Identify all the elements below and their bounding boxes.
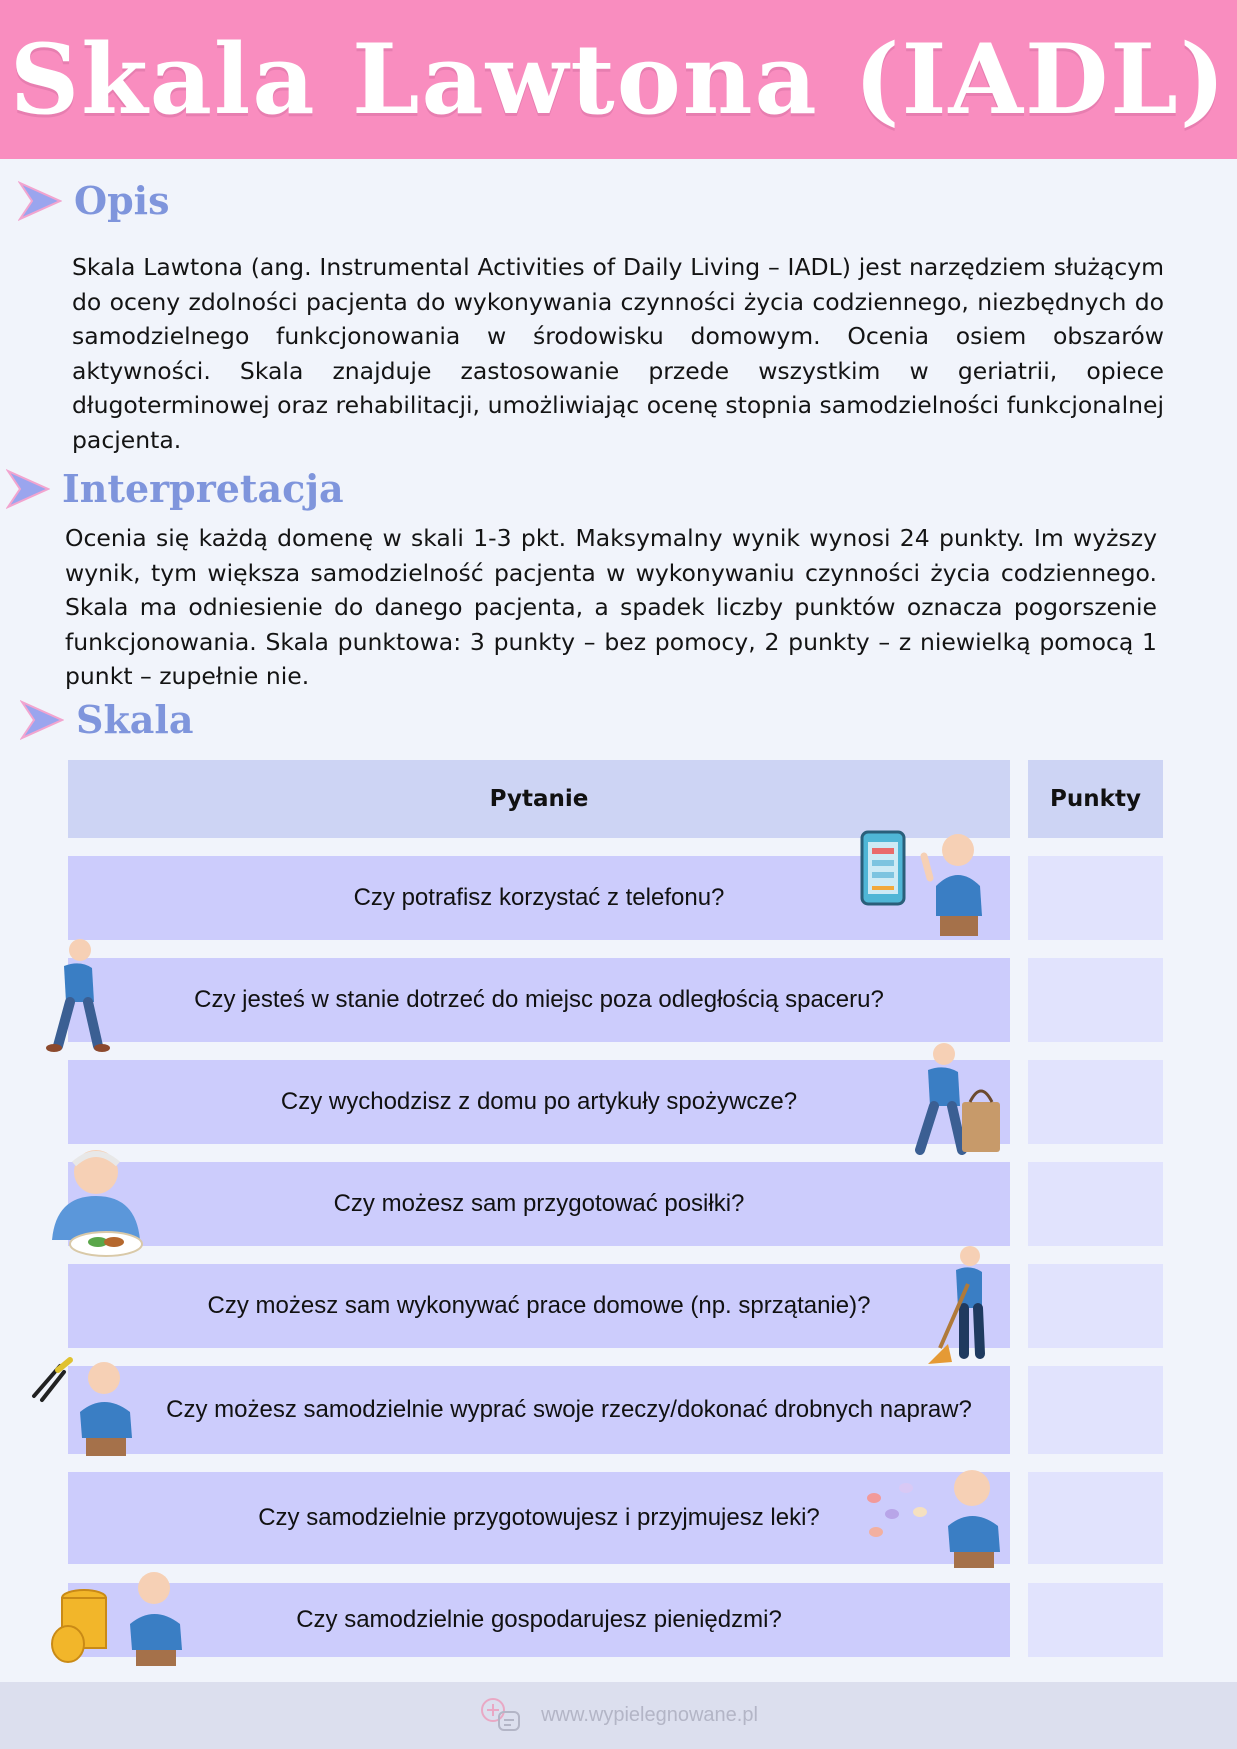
- question-row-4: Czy możesz sam przygotować posiłki?: [68, 1162, 1010, 1246]
- points-cell-8[interactable]: [1028, 1583, 1163, 1657]
- question-row-2: Czy jesteś w stanie dotrzeć do miejsc poza odległością spaceru?: [68, 958, 1010, 1042]
- phone-illustration: [858, 828, 998, 938]
- tools-man-illustration: [30, 1352, 146, 1458]
- question-row-3: Czy wychodzisz z domu po artykuły spożywcze?: [68, 1060, 1010, 1144]
- question-row-6: Czy możesz samodzielnie wyprać swoje rzeczy/dokonać drobnych napraw?: [68, 1366, 1010, 1454]
- logo-icon: [479, 1696, 523, 1736]
- points-cell-5[interactable]: [1028, 1264, 1163, 1348]
- footer-url[interactable]: www.wypielegnowane.pl: [541, 1704, 758, 1726]
- opis-text: Skala Lawtona (ang. Instrumental Activities of Daily Living – IADL) jest narzędziem służącym do oceny zdolności pacjenta do wykonywania czynności życia codziennego, niezbędnych do samodzielnego funkcjonowania w środowisku domowym. Ocenia osiem obszarów aktywności. Skala znajduje zastosowanie przede wszystkim w geriatrii, opiece długoterminowej oraz rehabilitacji, umożliwiając ocenę stopnia samodzielności funkcjonalnej pacjenta.: [72, 253, 1164, 454]
- section-interpretacja-heading: [6, 466, 344, 511]
- money-man-illustration: [48, 1568, 196, 1668]
- section-opis-title: Opis: [74, 178, 170, 223]
- section-skala-heading: [20, 697, 193, 742]
- points-cell-7[interactable]: [1028, 1472, 1163, 1564]
- question-row-5: Czy możesz sam wykonywać prace domowe (np. sprzątanie)?: [68, 1264, 1010, 1348]
- header-banner: [0, 0, 1237, 159]
- sweeping-man-illustration: [924, 1244, 1000, 1368]
- medicine-man-illustration: [862, 1462, 1014, 1568]
- section-skala-title: Skala: [76, 697, 194, 742]
- points-cell-2[interactable]: [1028, 958, 1163, 1042]
- question-row-8: Czy samodzielnie gospodarujesz pieniędzmi?: [68, 1583, 1010, 1657]
- arrow-icon: [18, 179, 62, 223]
- section-opis-heading: [18, 178, 170, 223]
- column-header-points: Punkty: [1028, 760, 1163, 838]
- eating-man-illustration: [48, 1144, 148, 1259]
- interpretacja-text: Ocenia się każdą domenę w skali 1-3 pkt. Maksymalny wynik wynosi 24 punkty. Im wyższy wynik, tym większa samodzielność pacjenta w wykonywaniu czynności życia codziennego. Skala ma odniesienie do danego pacjenta, a spadek liczby punktów oznacza pogorszenie funkcjonowania. Skala punktowa: 3 punkty – bez pomocy, 2 punkty – z niewielką pomocą 1 punkt – zupełnie nie.: [65, 524, 1157, 690]
- points-cell-4[interactable]: [1028, 1162, 1163, 1246]
- column-header-question: Pytanie: [68, 760, 1010, 838]
- page-title: Skala Lawtona (IADL): [9, 23, 1228, 136]
- arrow-icon: [20, 698, 64, 742]
- section-interpretacja-title: Interpretacja: [62, 466, 344, 511]
- arrow-icon: [6, 467, 50, 511]
- question-row-7: Czy samodzielnie przygotowujesz i przyjmujesz leki?: [68, 1472, 1010, 1564]
- points-cell-1[interactable]: [1028, 856, 1163, 940]
- points-cell-3[interactable]: [1028, 1060, 1163, 1144]
- points-cell-6[interactable]: [1028, 1366, 1163, 1454]
- walking-man-illustration: [44, 936, 114, 1056]
- shopping-man-illustration: [904, 1040, 1004, 1158]
- footer: [0, 1682, 1237, 1749]
- question-row-1: Czy potrafisz korzystać z telefonu?: [68, 856, 1010, 940]
